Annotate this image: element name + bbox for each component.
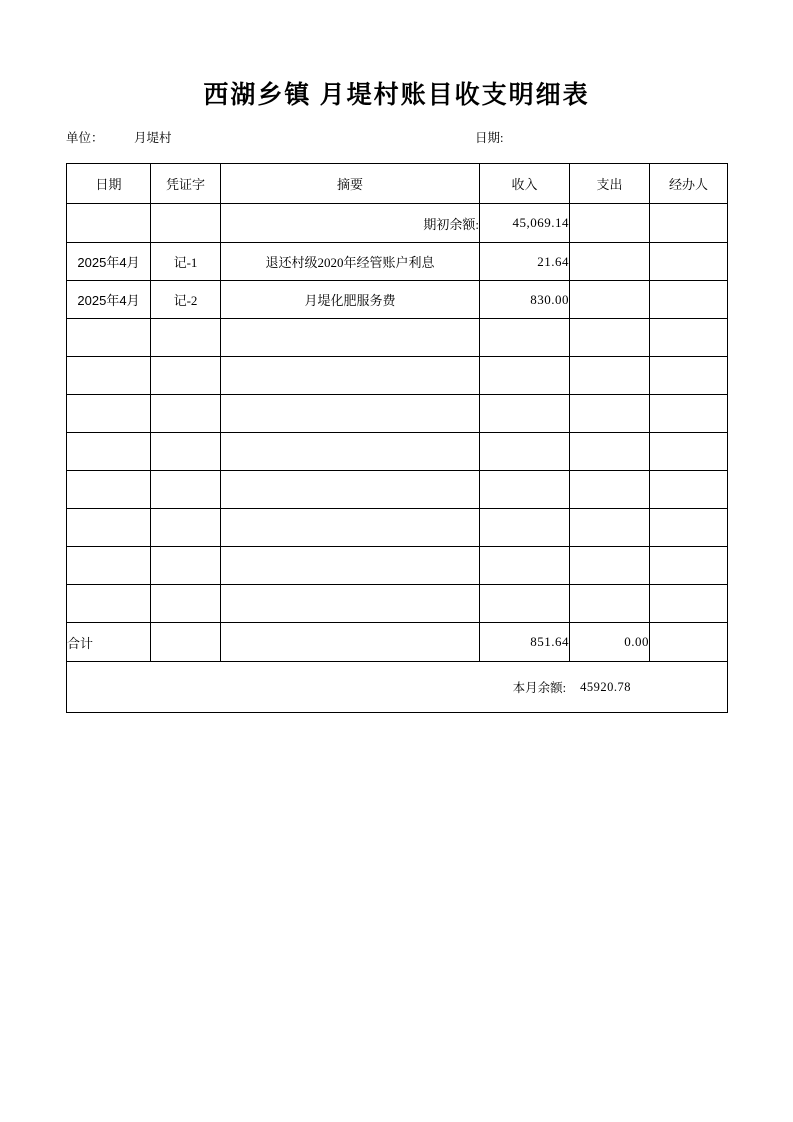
cell-handler (650, 243, 728, 281)
table-row (67, 509, 728, 547)
cell-description (221, 585, 480, 623)
opening-cell-handler (650, 204, 728, 243)
cell-expense (570, 585, 650, 623)
cell-income (480, 433, 570, 471)
cell-voucher (151, 547, 221, 585)
cell-income (480, 395, 570, 433)
cell-voucher (151, 471, 221, 509)
cell-description (221, 319, 480, 357)
cell-handler (650, 509, 728, 547)
opening-balance-value: 45,069.14 (480, 204, 570, 243)
cell-date (67, 319, 151, 357)
column-header-expense: 支出 (570, 164, 650, 204)
cell-date (67, 585, 151, 623)
cell-date (67, 395, 151, 433)
cell-description (221, 433, 480, 471)
table-row (67, 471, 728, 509)
column-header-handler: 经办人 (650, 164, 728, 204)
table-row (67, 281, 728, 319)
cell-expense (570, 509, 650, 547)
column-header-voucher: 凭证字 (151, 164, 221, 204)
cell-date (67, 433, 151, 471)
opening-balance-row (67, 204, 728, 243)
table-body (67, 204, 728, 713)
cell-date (67, 471, 151, 509)
cell-date (67, 509, 151, 547)
cell-voucher (151, 433, 221, 471)
cell-voucher (151, 319, 221, 357)
cell-handler (650, 281, 728, 319)
total-cell-description (221, 623, 480, 662)
cell-date (67, 357, 151, 395)
cell-description: 月堤化肥服务费 (221, 281, 480, 319)
cell-income (480, 585, 570, 623)
cell-date: 2025年4月 (67, 243, 151, 281)
cell-income (480, 509, 570, 547)
cell-handler (650, 433, 728, 471)
header-row (67, 164, 728, 204)
column-header-description: 摘要 (221, 164, 480, 204)
cell-voucher: 记-2 (151, 281, 221, 319)
cell-voucher (151, 509, 221, 547)
total-label: 合计 (67, 623, 151, 662)
cell-expense (570, 357, 650, 395)
opening-balance-label: 期初余额: (221, 204, 480, 243)
closing-balance-row (67, 662, 728, 713)
cell-expense (570, 395, 650, 433)
cell-income: 21.64 (480, 243, 570, 281)
closing-balance-cell (67, 662, 728, 713)
total-row (67, 623, 728, 662)
unit-label: 单位： (66, 131, 104, 145)
cell-description (221, 547, 480, 585)
cell-voucher (151, 357, 221, 395)
closing-balance-label: 本月余额: (512, 681, 567, 695)
cell-income (480, 319, 570, 357)
table-row (67, 243, 728, 281)
cell-description (221, 509, 480, 547)
cell-description (221, 357, 480, 395)
cell-handler (650, 357, 728, 395)
cell-handler (650, 319, 728, 357)
table-row (67, 357, 728, 395)
cell-handler (650, 547, 728, 585)
cell-voucher (151, 585, 221, 623)
cell-income (480, 547, 570, 585)
cell-description: 退还村级2020年经管账户利息 (221, 243, 480, 281)
total-income: 851.64 (480, 623, 570, 662)
cell-date: 2025年4月 (67, 281, 151, 319)
total-expense: 0.00 (570, 623, 650, 662)
cell-expense (570, 319, 650, 357)
cell-handler (650, 585, 728, 623)
cell-handler (650, 395, 728, 433)
table-row (67, 585, 728, 623)
cell-description (221, 395, 480, 433)
cell-description (221, 471, 480, 509)
cell-expense (570, 471, 650, 509)
cell-voucher (151, 395, 221, 433)
ledger-table (66, 163, 728, 713)
unit-value: 月堤村 (134, 131, 172, 145)
table-row (67, 319, 728, 357)
cell-voucher: 记-1 (151, 243, 221, 281)
cell-date (67, 547, 151, 585)
cell-expense (570, 433, 650, 471)
opening-cell-expense (570, 204, 650, 243)
column-header-date: 日期 (67, 164, 151, 204)
column-header-income: 收入 (480, 164, 570, 204)
cell-expense (570, 243, 650, 281)
cell-expense (570, 547, 650, 585)
table-row (67, 433, 728, 471)
page-title: 西湖乡镇 月堤村账目收支明细表 (203, 82, 590, 109)
opening-cell-voucher (151, 204, 221, 243)
cell-income: 830.00 (480, 281, 570, 319)
cell-handler (650, 471, 728, 509)
cell-expense (570, 281, 650, 319)
cell-income (480, 471, 570, 509)
date-label: 日期: (475, 131, 504, 145)
table-row (67, 395, 728, 433)
opening-cell-date (67, 204, 151, 243)
total-cell-handler (650, 623, 728, 662)
meta-row (66, 128, 728, 148)
total-cell-voucher (151, 623, 221, 662)
table-row (67, 547, 728, 585)
table-header (67, 164, 728, 204)
cell-income (480, 357, 570, 395)
closing-balance-value: 45920.78 (580, 679, 631, 694)
